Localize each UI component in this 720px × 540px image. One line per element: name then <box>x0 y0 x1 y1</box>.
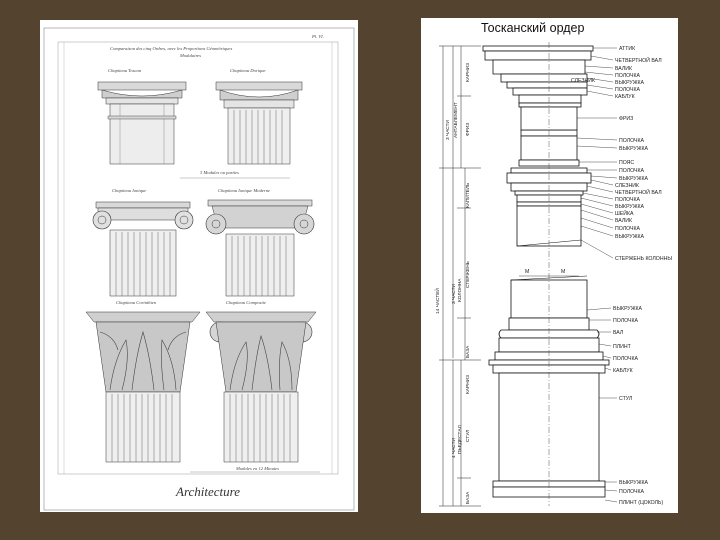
label-polochka-6: ПОЛОЧКА <box>615 226 640 232</box>
label-poyas: ПОЯС <box>619 160 635 166</box>
caption-composite: Chapiteau Composite <box>226 300 266 305</box>
label-attik: АТТИК <box>619 46 636 52</box>
left-vertical-labels <box>433 63 471 504</box>
ionique-moderne-capital-drawing <box>206 200 314 296</box>
plate-header-line1: Comparaison des cinq Ordres, avec les Proportions Géométriques <box>110 46 233 51</box>
label-sterzhen-kolonny: СТЕРЖЕНЬ КОЛОННЫ <box>615 256 672 262</box>
left-label-sterzhen: СТЕРЖЕНЬ <box>466 261 471 288</box>
label-polochka-2: ПОЛОЧКА <box>615 87 640 93</box>
label-valik-cap: ВАЛИК <box>615 218 633 224</box>
label-valik-top: ВАЛИК <box>615 66 633 72</box>
label-polochka-4: ПОЛОЧКА <box>619 168 644 174</box>
module-mark-2: М <box>561 269 566 275</box>
label-vykruzhka-1: ВЫКРУЖКА <box>615 80 644 86</box>
left-label-kolonna: КОЛОННА <box>458 278 463 302</box>
label-polochka-9: ПОЛОЧКА <box>619 489 644 495</box>
left-label-baza-bottom: БАЗА <box>466 491 471 504</box>
left-label-kapitel: КАПИТЕЛЬ <box>466 182 471 208</box>
toscan-capital-drawing <box>98 82 186 164</box>
inner-label-sleznik: СЛЕЗНИК <box>571 78 595 84</box>
label-polochka-8: ПОЛОЧКА <box>613 356 638 362</box>
plate-footer-title: Architecture <box>176 484 241 499</box>
scale-note-bottom: Modules en 12 Minutes <box>236 466 279 471</box>
caption-corinthien: Chapiteau Corinthien <box>116 300 157 305</box>
label-polochka-3: ПОЛОЧКА <box>619 138 644 144</box>
left-label-14-chastei: 14 ЧАСТЕЙ <box>436 288 441 314</box>
label-polochka-5: ПОЛОЧКА <box>615 197 640 203</box>
label-plint-tsokol: ПЛИНТ (ЦОКОЛЬ) <box>619 500 664 506</box>
label-vykruzhka-3: ВЫКРУЖКА <box>619 176 648 182</box>
plate-header-line2: Modulaires <box>180 53 202 58</box>
left-label-piedestal: ПЬЕДЕСТАЛ <box>458 425 463 454</box>
tuscan-order-diagram <box>421 18 678 513</box>
left-label-friz: ФРИЗ <box>466 122 471 136</box>
left-label-antablement: АНТАБЛЕМЕНТ <box>454 102 459 138</box>
left-label-karniz: КАРНИЗ <box>466 62 471 82</box>
label-vykruzhka-6: ВЫКРУЖКА <box>613 306 642 312</box>
label-chetvertnoi-val-cap: ЧЕТВЕРТНОЙ ВАЛ <box>615 190 662 196</box>
composite-capital-drawing <box>206 312 316 462</box>
caption-ionique: Chapiteau Ionique <box>112 188 147 193</box>
caption-toscan: Chapiteau Toscan <box>108 68 142 73</box>
left-label-4-chasti: 4 ЧАСТИ <box>452 438 457 458</box>
label-vykruzhka-5: ВЫКРУЖКА <box>615 234 644 240</box>
module-mark-1: М <box>525 269 530 275</box>
label-friz: ФРИЗ <box>619 116 634 122</box>
right-labels <box>613 46 672 506</box>
orders-engraving <box>40 20 358 512</box>
label-kabluk-ped: КАБЛУК <box>613 368 633 374</box>
plate-number: Pl. VI. <box>312 34 324 39</box>
label-vykruzhka-7: ВЫКРУЖКА <box>619 480 648 486</box>
corinthien-capital-drawing <box>86 312 200 462</box>
label-polochka-7: ПОЛОЧКА <box>613 318 638 324</box>
left-label-karniz-ped: КАРНИЗ <box>466 374 471 394</box>
diagram-title: Тосканский ордер <box>481 21 585 35</box>
left-label-baza-top: БАЗА <box>466 345 471 358</box>
label-kabluk-top: КАБЛУК <box>615 94 635 100</box>
label-stul: СТУЛ <box>619 396 633 402</box>
caption-dorique: Chapiteau Dorique <box>230 68 266 73</box>
label-sleznik: СЛЕЗНИК <box>615 183 639 189</box>
tuscan-column-drawing <box>483 46 609 497</box>
left-label-stul: СТУЛ <box>466 429 471 442</box>
left-engraving-plate <box>40 20 358 512</box>
label-plint: ПЛИНТ <box>613 344 631 350</box>
label-val: ВАЛ <box>613 330 624 336</box>
right-tuscan-order-plate <box>421 18 678 513</box>
dorique-capital-drawing <box>216 82 302 164</box>
left-label-3-chasti-top: 3 ЧАСТИ <box>446 120 451 140</box>
label-polochka-1: ПОЛОЧКА <box>615 73 640 79</box>
label-chetvertnoi-val-top: ЧЕТВЕРТНОЙ ВАЛ <box>615 58 662 64</box>
left-label-3-chasti-mid: 3 ЧАСТИ <box>452 284 457 304</box>
ionique-capital-drawing <box>93 202 193 296</box>
scale-note-mid: 3 Modules ou parties <box>200 170 239 175</box>
label-vykruzhka-2: ВЫКРУЖКА <box>619 146 648 152</box>
caption-ionique-moderne: Chapiteau Ionique Moderne <box>218 188 271 193</box>
label-vykruzhka-4: ВЫКРУЖКА <box>615 204 644 210</box>
label-sheika: ШЕЙКА <box>615 211 634 217</box>
